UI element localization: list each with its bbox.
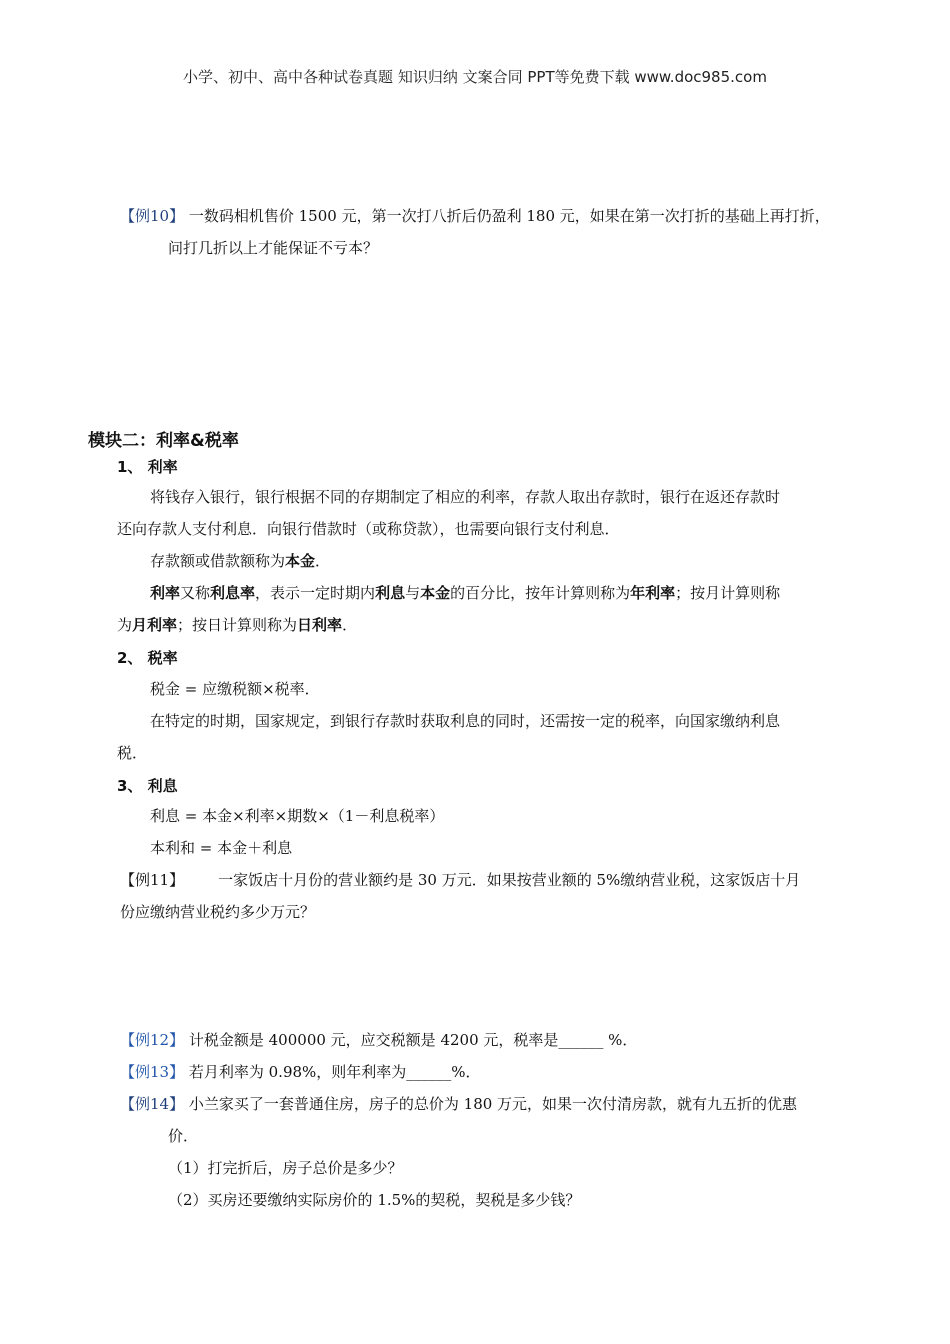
example-11 (120, 870, 800, 890)
term-lixi: 利息 (375, 584, 406, 602)
s1-p3-t2: 又称 (180, 584, 211, 602)
s1-p3-t10: ；按月计算则称 (675, 584, 781, 602)
s1-p3-t6: 与 (405, 584, 421, 602)
s1-para2 (150, 551, 330, 571)
section-3-title: 3、 利息 (117, 777, 178, 795)
s1-para1-line2: 还向存款人支付利息．向银行借款时（或称贷款），也需要向银行支付利息． (117, 520, 620, 538)
s2-formula: 税金 = 应缴税额×税率． (150, 680, 320, 698)
example-14-q1: （1）打完折后，房子总价是多少？ (168, 1159, 403, 1177)
s1-p4-t1: 为 (117, 616, 133, 634)
example-10-line2: 问打几折以上才能保证不亏本？ (168, 239, 379, 257)
section-2-title: 2、 税率 (117, 649, 178, 667)
example-13-tag: 【例13】 (120, 1063, 185, 1081)
s1-para3-line1 (150, 583, 780, 603)
term-benjin: 本金 (420, 584, 451, 602)
section-1-title: 1、 利率 (117, 458, 178, 476)
example-14-q2: （2）买房还要缴纳实际房价的 1.5%的契税，契税是多少钱？ (168, 1191, 581, 1209)
s1-para2-bold: 本金 (285, 552, 316, 570)
example-12-text: 计税金额是 400000 元，应交税额是 4200 元，税率是______ %． (188, 1031, 638, 1049)
s1-para1-line1: 将钱存入银行，银行根据不同的存期制定了相应的利率，存款人取出存款时，银行在返还存款时 (150, 488, 781, 506)
s1-p3-t4: ，表示一定时期内 (255, 584, 376, 602)
example-12-tag: 【例12】 (120, 1031, 185, 1049)
s1-para3-line2 (117, 615, 357, 635)
s1-p4-t5: ． (342, 616, 358, 634)
s1-p4-t3: ；按日计算则称为 (177, 616, 298, 634)
s2-para-line1: 在特定的时期，国家规定，到银行存款时获取利息的同时，还需按一定的税率，向国家缴纳利息 (150, 712, 781, 730)
example-10-tag: 【例10】 (120, 207, 185, 225)
example-11-line1: 一家饭店十月份的营业额约是 30 万元．如果按营业额的 5%缴纳营业税，这家饭店十月 (218, 871, 801, 889)
example-14-tag: 【例14】 (120, 1095, 185, 1113)
example-11-tag: 【例11】 (120, 871, 185, 889)
term-nianlilv: 年利率 (630, 584, 676, 602)
s1-para2-end: ． (315, 552, 331, 570)
example-13 (120, 1062, 481, 1082)
term-lixilv: 利息率 (210, 584, 256, 602)
example-13-text: 若月利率为 0.98%，则年利率为______%． (188, 1063, 481, 1081)
example-12 (120, 1030, 637, 1050)
page-header: 小学、初中、高中各种试卷真题 知识归纳 文案合同 PPT等免费下载 www.doc985.com (183, 68, 767, 86)
example-14 (120, 1094, 797, 1114)
example-14-line1: 小兰家买了一套普通住房，房子的总价为 180 万元，如果一次付清房款，就有九五折的优惠 (188, 1095, 798, 1113)
s3-formula-2: 本利和 = 本金＋利息 (150, 839, 293, 857)
s2-para-line2: 税． (117, 744, 148, 762)
example-11-line2: 份应缴纳营业税约多少万元？ (120, 903, 316, 921)
term-lilv: 利率 (150, 584, 181, 602)
s1-para2-text: 存款额或借款额称为 (150, 552, 286, 570)
module-heading: 模块二：利率&税率 (88, 431, 239, 451)
example-10 (120, 206, 830, 226)
s1-p3-t8: 的百分比，按年计算则称为 (450, 584, 631, 602)
example-10-line1: 一数码相机售价 1500 元，第一次打八折后仍盈利 180 元，如果在第一次打折的基础上再打折， (188, 207, 830, 225)
example-14-line2: 价． (168, 1127, 199, 1145)
term-yuelilv: 月利率 (132, 616, 178, 634)
s3-formula-1: 利息 = 本金×利率×期数×（1－利息税率） (150, 807, 445, 825)
term-rililv: 日利率 (297, 616, 343, 634)
